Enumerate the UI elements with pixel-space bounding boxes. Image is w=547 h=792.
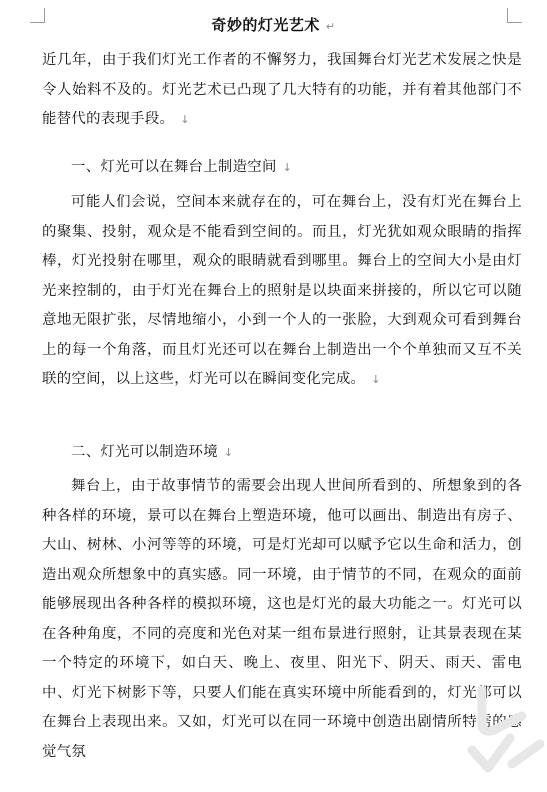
paragraph-mark: ↓ [282,161,293,174]
document-title-text: 奇妙的灯光艺术 [211,16,320,34]
line-break-mark: ↵ [325,20,336,33]
paragraph-intro [42,46,522,135]
paragraph-text: 舞台上，由于故事情节的需要会出现人世间所看到的、所想象到的各种各样的环境，景可以在舞台上塑造环境，他可以画出、制造出有房子、大山、树林、小河等等的环境，可是灯光却可以赋予它以生命和活力，创造出观众所想象中的真实感。同一环境，由于情节的不同，在观众的面前能够展现出各种各样的模拟环境，这也是灯光的最大功能之一。灯光可以在各种角度，不同的亮度和光色对某一组布景进行照射，让其景表现在某一个特定的环境下，如白天、晚上、夜里、阳光下、阴天、雨天、雷电中、灯光下树影下等，只要人们能在真实环境中所能看到的，灯光都可以在舞台上表现出来。又如，灯光可以在同一环境中创造出剧情所特需的感觉气氛 [42,478,522,760]
section-heading-text: 二、灯光可以制造环境 [71,444,218,460]
section-heading-1 [42,153,522,183]
paragraph-body-2 [42,472,522,767]
section-heading-2 [42,438,522,468]
paragraph-text: 近几年，由于我们灯光工作者的不懈努力，我国舞台灯光艺术发展之快是令人始料不及的。灯光艺术已凸现了几大特有的功能，并有着其他部门不能替代的表现手段。 [42,52,522,127]
paragraph-body-1 [42,188,522,395]
paragraph-text: 可能人们会说，空间本来就存在的，可在舞台上，没有灯光在舞台上的聚集、投射，观众是不能看到空间的。而且，灯光犹如观众眼睛的指挥棒，灯光投射在哪里，观众的眼睛就看到哪里。舞台上的空间大小是由灯光来控制的，由于灯光在舞台上的照射是以块面来拼接的，所以它可以随意地无限扩张，尽情地缩小，小到一个人的一张脸，大到观众可看到舞台上的每一个角落，而且灯光还可以在舞台上制造出一个个单独而又互不关联的空间，以上这些，灯光可以在瞬间变化完成。 [42,194,522,387]
paragraph-mark: ↓ [223,446,234,459]
paragraph-mark: ↓ [371,373,381,386]
document-title [0,14,547,35]
section-heading-text: 一、灯光可以在舞台上制造空间 [71,159,277,175]
paragraph-mark: ↓ [180,113,190,126]
